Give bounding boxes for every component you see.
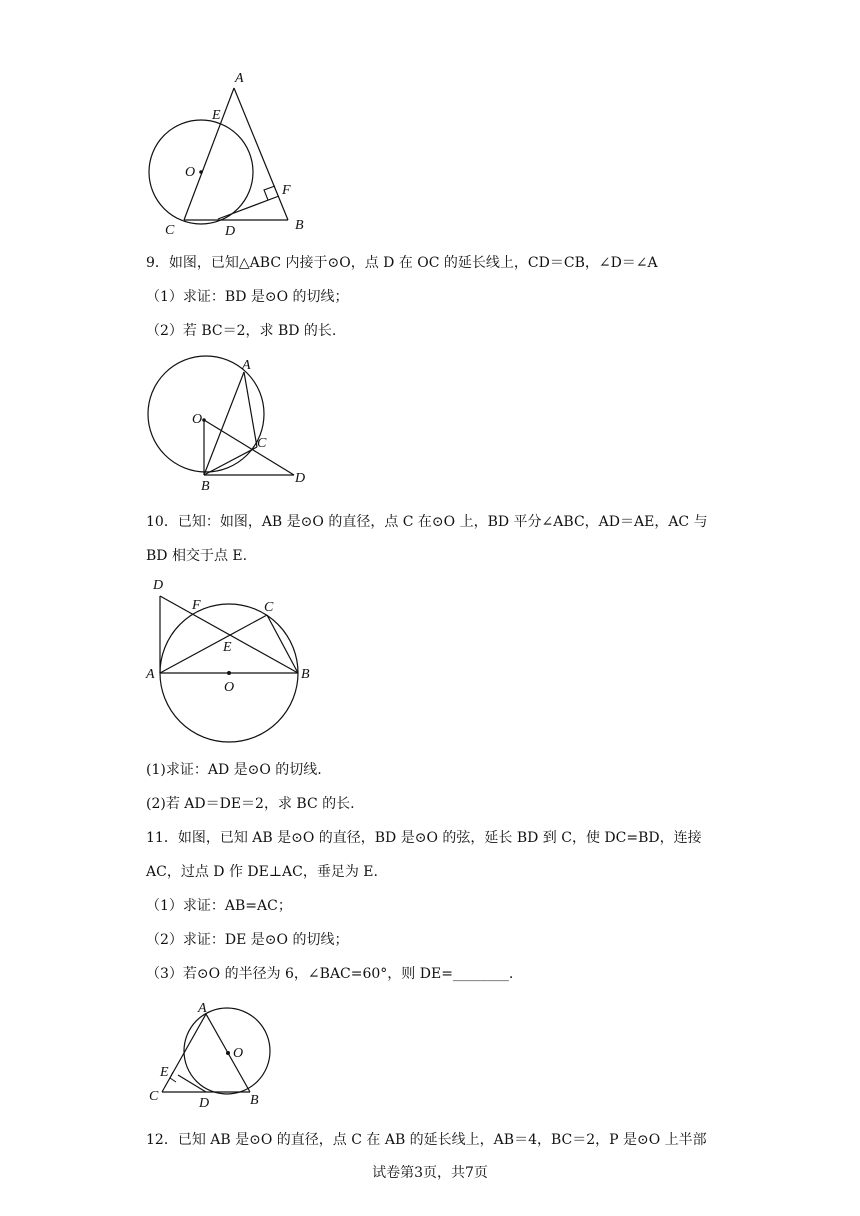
fig11-label-a: A xyxy=(198,1001,207,1016)
q10-part-1: (1)求证：AD 是⊙O 的切线. xyxy=(146,762,322,778)
q9-stem: 9．如图，已知△ABC 内接于⊙O，点 D 在 OC 的延长线上，CD＝CB，∠D＝∠A xyxy=(146,255,658,271)
fig8-label-c: C xyxy=(165,223,175,238)
figure-q10 xyxy=(140,575,320,755)
q11-part-1: （1）求证：AB=AC； xyxy=(146,898,292,914)
fig10-label-c: C xyxy=(264,600,274,615)
page-footer: 试卷第3页，共7页 xyxy=(372,1165,488,1181)
fig8-label-e: E xyxy=(212,108,221,123)
q10-part-2: (2)若 AD＝DE＝2，求 BC 的长. xyxy=(146,796,355,812)
fig9-label-d: D xyxy=(295,471,306,486)
fig9-label-a: A xyxy=(242,358,251,373)
fig11-label-c: C xyxy=(149,1089,159,1104)
q11-stem-line-1: 11．如图，已知 AB 是⊙O 的直径，BD 是⊙O 的弦，延长 BD 到 C，使 DC=BD，连接 xyxy=(146,830,702,846)
figure-q11 xyxy=(140,998,280,1113)
fig8-label-b: B xyxy=(295,218,304,233)
fig11-label-d: D xyxy=(199,1096,210,1111)
fig8-label-a: A xyxy=(235,71,244,86)
fig10-label-d: D xyxy=(153,578,164,593)
fig10-label-a: A xyxy=(146,667,155,682)
q10-stem-line-1: 10．已知：如图，AB 是⊙O 的直径，点 C 在⊙O 上，BD 平分∠ABC，AD＝AE，AC 与 xyxy=(146,514,708,530)
q9-part-2: （2）若 BC＝2，求 BD 的长. xyxy=(146,323,337,339)
fig11-label-e: E xyxy=(160,1065,169,1080)
fig9-label-c: C xyxy=(257,436,267,451)
fig8-label-f: F xyxy=(282,183,291,198)
q9-part-1: （1）求证：BD 是⊙O 的切线； xyxy=(146,289,349,305)
q11-stem-line-2: AC，过点 D 作 DE⊥AC，垂足为 E. xyxy=(146,864,378,880)
fig8-label-d: D xyxy=(225,224,236,239)
fig9-label-o: O xyxy=(192,412,203,427)
fig10-label-f: F xyxy=(192,598,201,613)
fig10-label-b: B xyxy=(301,667,310,682)
fig10-label-o: O xyxy=(224,680,235,695)
q12-stem: 12．已知 AB 是⊙O 的直径，点 C 在 AB 的延长线上，AB＝4，BC＝2，P 是⊙O 上半部 xyxy=(146,1132,707,1148)
fig11-label-o: O xyxy=(233,1046,244,1061)
q10-stem-line-2: BD 相交于点 E. xyxy=(146,548,248,564)
fig10-label-e: E xyxy=(223,640,232,655)
q11-part-2: （2）求证：DE 是⊙O 的切线； xyxy=(146,932,349,948)
figure-q8 xyxy=(140,68,310,240)
fig9-label-b: B xyxy=(201,479,210,494)
fig11-label-b: B xyxy=(250,1093,259,1108)
q11-part-3: （3）若⊙O 的半径为 6，∠BAC=60°，则 DE=________. xyxy=(146,966,514,982)
fig8-label-o: O xyxy=(185,165,196,180)
figure-q9 xyxy=(140,355,320,495)
